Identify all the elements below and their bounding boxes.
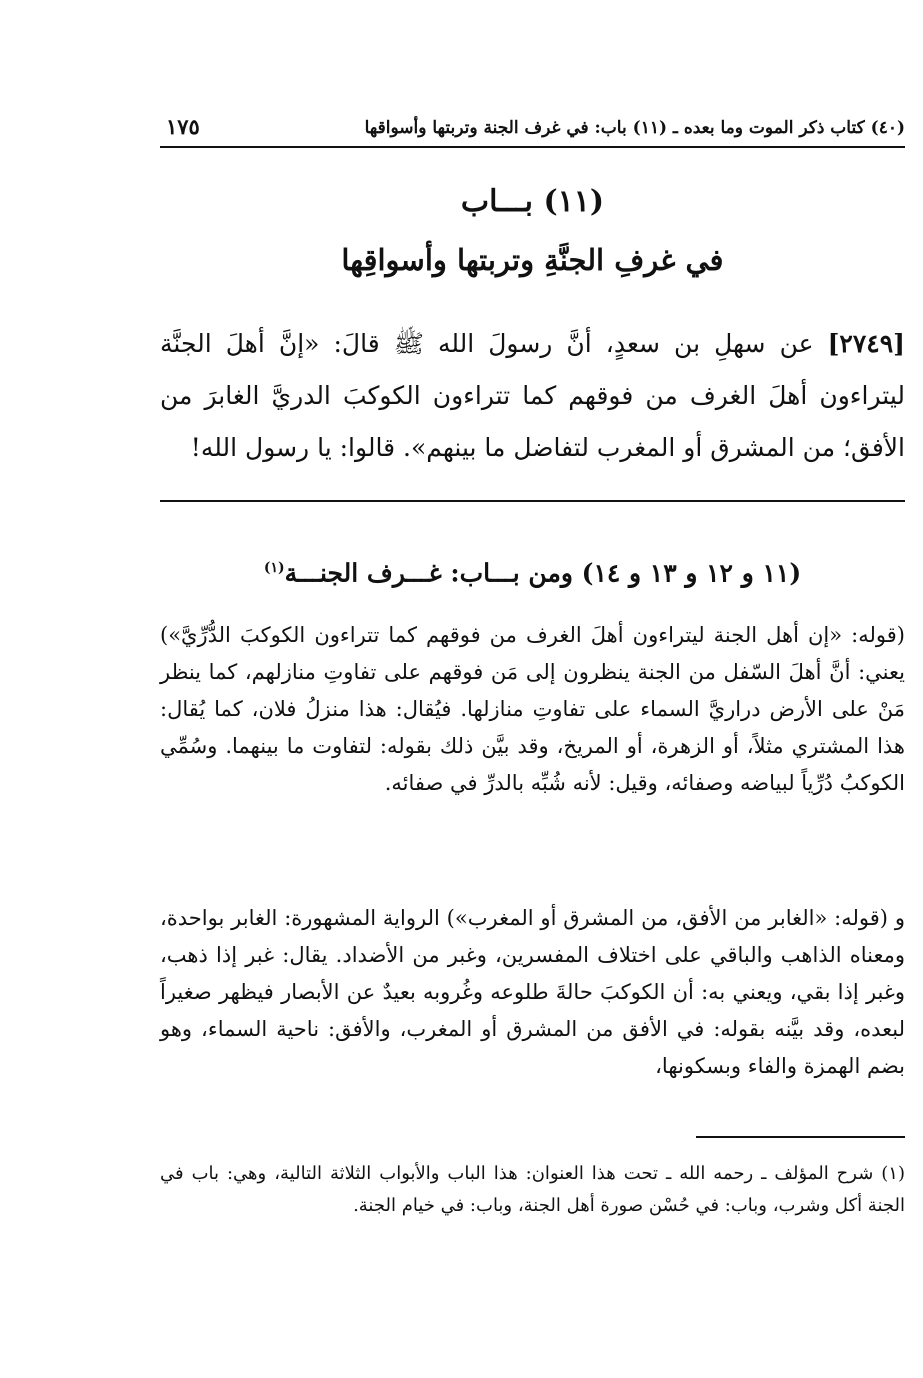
commentary-heading-text: (١١ و ١٢ و ١٣ و ١٤) ومن بـــاب: غـــرف الجنـــة bbox=[284, 558, 802, 588]
commentary-paragraph-2: و (قوله: «الغابر من الأفق، من المشرق أو المغرب») الرواية المشهورة: الغابر بواحدة، ومعناه الذاهب والباقي على اختلاف المفسرين، وغبر من الأضداد. يقال: غبر إذا ذهب، وغبر إذا بقي، ويعني به: أن الكوكبَ حالةَ طلوعه وغُروبه بعيدٌ عن الأبصار فيظهر صغيراً لبعده، وقد بيَّنه بقوله: في الأفق من المشرق أو المغرب، والأفق: ناحية السماء، وهو بضم الهمزة والفاء وبسكونها، bbox=[160, 906, 905, 1078]
chapter-heading: (١١) بـــاب bbox=[460, 184, 605, 219]
commentary-paragraph-1: (قوله: «إن أهل الجنة ليتراءون أهلَ الغرف من فوقهم كما تتراءون الكوكبَ الدُّرِّيَّ») يعني: أنَّ أهلَ السّفل من الجنة ينظرون إلى مَن فوقهم على تفاوتِ منازلهم، كما ينظر مَنْ على الأرض دراريَّ السماء على تفاوتِ منازلها. فيُقال: هذا منزلُ فلان، كما يُقال: هذا المشتري مثلاً، أو الزهرة، أو المريخ، وقد بيَّن ذلك بقوله: لتفاوت ما بينهما. وسُمِّي الكوكبُ دُرِّياً لبياضه وصفائه، وقيل: لأنه شُبِّه بالدرِّ في صفائه. bbox=[160, 623, 905, 795]
commentary-heading bbox=[160, 546, 905, 595]
hadith-text bbox=[160, 318, 905, 474]
hadith-number: [٢٧٤٩] bbox=[827, 329, 905, 358]
running-title: (٤٠) كتاب ذكر الموت وما بعده ـ (١١) باب: في غرف الجنة وتربتها وأسواقها bbox=[364, 118, 905, 138]
running-header bbox=[160, 112, 905, 148]
section-divider bbox=[160, 500, 905, 502]
page-number: ١٧٥ bbox=[166, 114, 200, 139]
footnote: (١) شرح المؤلف ـ رحمه الله ـ تحت هذا العنوان: هذا الباب والأبواب الثلاثة التالية، وهي: باب في الجنة أكل وشرب، وباب: في حُسْن صورة أهل الجنة، وباب: في خيام الجنة. bbox=[160, 1163, 905, 1216]
footnote-rule bbox=[696, 1136, 905, 1138]
chapter-subtitle: في غرفِ الجنَّةِ وتربتها وأسواقِها bbox=[341, 243, 724, 277]
hadith-body: عن سهلِ بن سعدٍ، أنَّ رسولَ الله ﷺ قالَ: «إنَّ أهلَ الجنَّة ليتراءون أهلَ الغرف من فوقهم كما تتراءون الكوكبَ الدريَّ الغابرَ من الأفق؛ من المشرق أو المغرب لتفاضل ما بينهم». قالوا: يا رسول الله! bbox=[160, 329, 905, 462]
footnote-marker: (١) bbox=[263, 560, 285, 576]
